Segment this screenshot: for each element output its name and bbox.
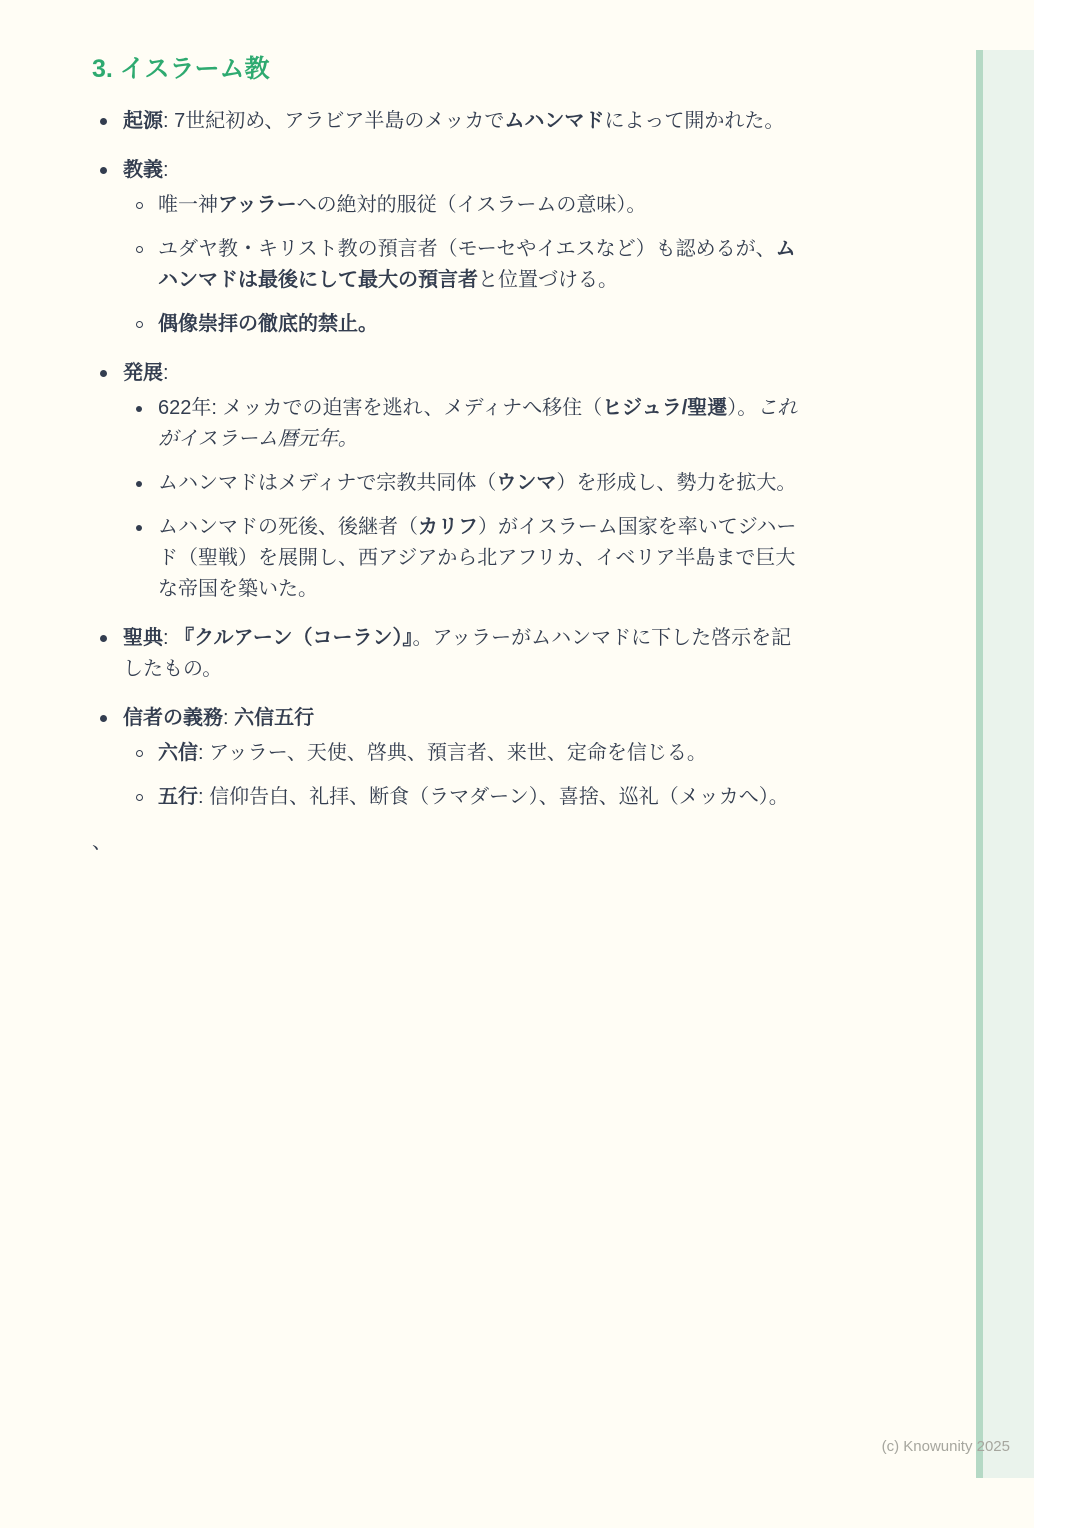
circle-bullet-icon bbox=[136, 246, 143, 253]
list-item-text: 六信: アッラー、天使、啓典、預言者、来世、定命を信じる。 bbox=[158, 742, 707, 764]
disc-bullet-icon bbox=[100, 370, 107, 377]
list-item bbox=[92, 468, 804, 499]
disc-bullet-icon bbox=[100, 715, 107, 722]
circle-bullet-icon bbox=[136, 321, 143, 328]
green-side-panel bbox=[976, 50, 1034, 1478]
copyright-note: (c) Knowunity 2025 bbox=[881, 1438, 1010, 1455]
list-item bbox=[92, 827, 804, 858]
list-item-text: 唯一神アッラーへの絶対的服従（イスラームの意味）。 bbox=[158, 194, 647, 216]
bullet-list bbox=[92, 106, 804, 858]
list-item bbox=[92, 234, 804, 296]
list-item-text: 信者の義務: 六信五行 bbox=[123, 707, 315, 729]
disc-bullet-icon bbox=[100, 635, 107, 642]
list-item bbox=[92, 623, 804, 685]
list-item bbox=[92, 309, 804, 340]
list-item bbox=[92, 393, 804, 455]
list-item bbox=[92, 358, 804, 389]
disc-bullet-icon bbox=[100, 118, 107, 125]
list-item bbox=[92, 703, 804, 734]
right-white-margin bbox=[1034, 0, 1080, 1528]
circle-bullet-icon bbox=[136, 794, 143, 801]
notes-content bbox=[92, 52, 804, 858]
list-item-text: 五行: 信仰告白、礼拝、断食（ラマダーン）、喜捨、巡礼（メッカへ）。 bbox=[158, 786, 789, 808]
circle-bullet-icon bbox=[136, 202, 143, 209]
list-item-text: ユダヤ教・キリスト教の預言者（モーセやイエスなど）も認めるが、ムハンマドは最後にして最大の預言者と位置づける。 bbox=[158, 238, 796, 291]
list-item-text: 622年: メッカでの迫害を逃れ、メディナへ移住（ヒジュラ/聖遷）。これがイスラーム暦元年。 bbox=[158, 397, 798, 450]
list-item-text: ムハンマドの死後、後継者（カリフ）がイスラーム国家を率いてジハード（聖戦）を展開し、西アジアから北アフリカ、イベリア半島まで巨大な帝国を築いた。 bbox=[158, 516, 797, 600]
disc-bullet-icon bbox=[136, 525, 142, 531]
disc-bullet-icon bbox=[136, 481, 142, 487]
disc-bullet-icon bbox=[136, 406, 142, 412]
list-item bbox=[92, 738, 804, 769]
list-item bbox=[92, 190, 804, 221]
disc-bullet-icon bbox=[100, 167, 107, 174]
list-item-text: ムハンマドはメディナで宗教共同体（ウンマ）を形成し、勢力を拡大。 bbox=[158, 472, 797, 494]
list-item-text: 起源: 7世紀初め、アラビア半島のメッカでムハンマドによって開かれた。 bbox=[123, 110, 785, 132]
list-item-text: 発展: bbox=[123, 362, 169, 384]
list-item bbox=[92, 512, 804, 605]
list-item-text: 聖典: 『クルアーン（コーラン）』。アッラーがムハンマドに下した啓示を記したもの。 bbox=[123, 627, 792, 680]
list-item bbox=[92, 155, 804, 186]
circle-bullet-icon bbox=[136, 750, 143, 757]
page-title: 3. イスラーム教 bbox=[92, 55, 270, 83]
list-item bbox=[92, 106, 804, 137]
list-item-text: 偶像崇拝の徹底的禁止。 bbox=[158, 313, 378, 335]
list-item-text: 教義: bbox=[123, 159, 169, 181]
list-item bbox=[92, 782, 804, 813]
list-item-text: 、 bbox=[92, 831, 112, 853]
